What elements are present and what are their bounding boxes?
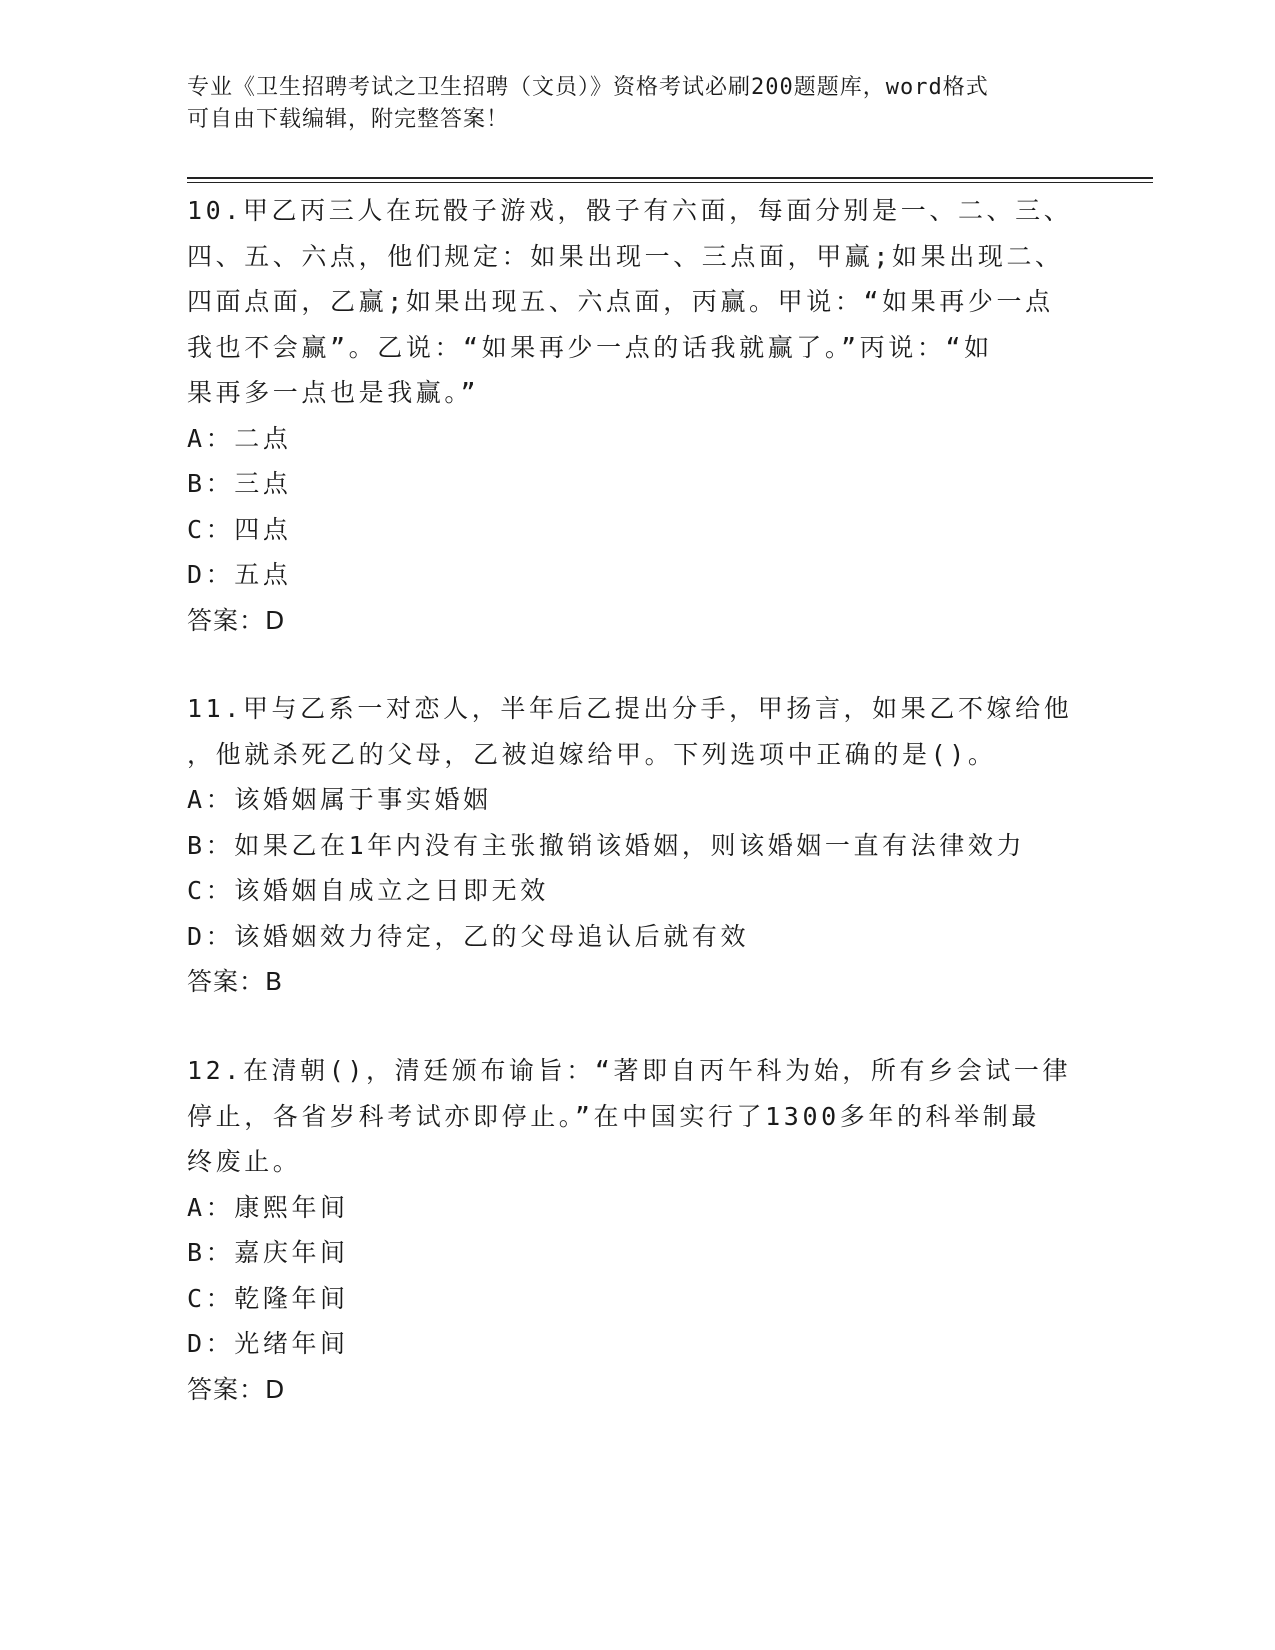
option-d: D：该婚姻效力待定，乙的父母追认后就有效: [187, 921, 750, 951]
question-10: [187, 188, 1077, 643]
question-stem-line: 我也不会赢”。乙说：“如果再少一点的话我就赢了。”丙说：“如: [187, 332, 993, 362]
option-b: B：三点: [187, 469, 292, 498]
header-rule-thin: [187, 182, 1153, 183]
option-b: B：嘉庆年间: [187, 1238, 349, 1267]
header-rule-thick: [187, 177, 1153, 179]
option-a: A：康熙年间: [187, 1192, 349, 1222]
option-b: B：如果乙在1年内没有主张撤销该婚姻，则该婚姻一直有法律效力: [187, 830, 1026, 860]
header-line-1: 专业《卫生招聘考试之卫生招聘（文员）》资格考试必刷200题题库，word格式: [187, 75, 989, 100]
question-stem-line: 四、五、六点，他们规定：如果出现一、三点面，甲赢;如果出现二、: [187, 241, 1064, 271]
option-d: D：光绪年间: [187, 1329, 349, 1358]
answer: 答案：D: [187, 1374, 286, 1404]
question-stem-line: 11.甲与乙系一对恋人，半年后乙提出分手，甲扬言，如果乙不嫁给他: [187, 694, 1073, 723]
question-stem-line: 四面点面，乙赢;如果出现五、六点面，丙赢。甲说：“如果再少一点: [187, 287, 1054, 316]
answer: 答案：B: [187, 967, 284, 996]
question-stem-line: 终废止。: [187, 1147, 302, 1176]
question-stem-line: 果再多一点也是我赢。”: [187, 378, 480, 407]
option-c: C：四点: [187, 514, 292, 544]
document-header: [187, 72, 1067, 136]
question-12: [187, 1048, 1077, 1412]
question-stem-line: ，他就杀死乙的父母，乙被迫嫁给甲。下列选项中正确的是()。: [187, 739, 997, 769]
option-c: C：该婚姻自成立之日即无效: [187, 876, 549, 905]
question-11: [187, 686, 1077, 1005]
answer: 答案：D: [187, 605, 286, 635]
option-c: C：乾隆年间: [187, 1283, 349, 1313]
option-a: A：该婚姻属于事实婚姻: [187, 785, 492, 814]
option-d: D：五点: [187, 560, 292, 589]
question-stem-line: 停止，各省岁科考试亦即停止。”在中国实行了1300多年的科举制最: [187, 1101, 1040, 1131]
question-stem-line: 12.在清朝()，清廷颁布谕旨：“著即自丙午科为始，所有乡会试一律: [187, 1056, 1072, 1085]
question-stem-line: 10.甲乙丙三人在玩骰子游戏，骰子有六面，每面分别是一、二、三、: [187, 196, 1073, 225]
header-line-2: 可自由下载编辑，附完整答案！: [187, 107, 510, 132]
option-a: A：二点: [187, 423, 292, 453]
